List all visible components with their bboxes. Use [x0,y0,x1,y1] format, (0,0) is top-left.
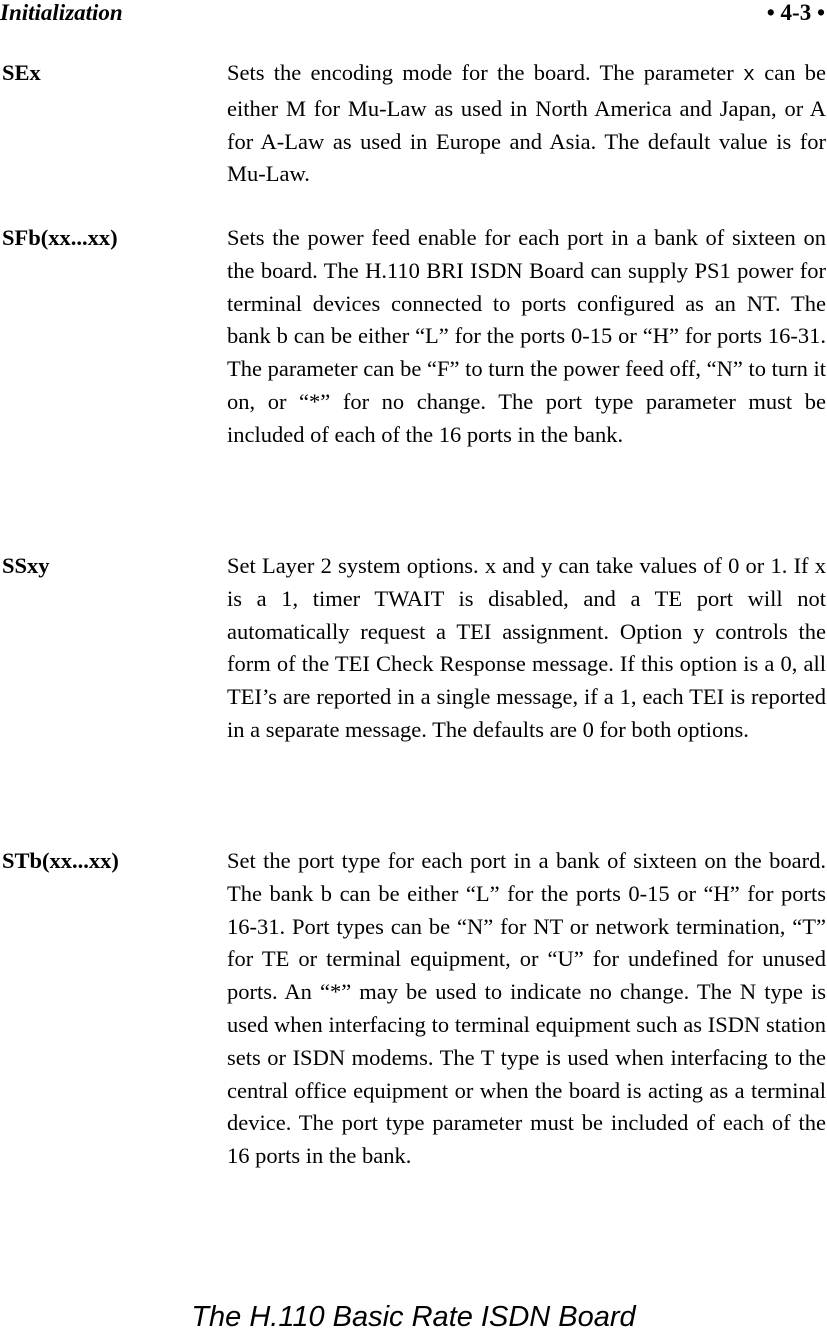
command-term: SEx [2,60,41,85]
page-footer: The H.110 Basic Rate ISDN Board [191,1301,636,1333]
command-term: STb(xx...xx) [2,848,119,873]
command-description: Set Layer 2 system options. x and y can take values of 0 or 1. If x is a 1, timer TWAIT is disabled, and a TE port will not automatically request a TEI assignment. Option y controls the form of the TEI Check Response message. If this option is a 0, all TEI’s are reported in a single message, if a 1, each TEI is reported in a separate message. The defaults are 0 for both options. [227,553,826,742]
page-header [0,0,827,28]
command-term: SFb(xx...xx) [2,225,118,250]
command-description: Sets the power feed enable for each port in a bank of sixteen on the board. The H.110 BRI ISDN Board can supply PS1 power for terminal devices connected to ports configured as an NT. The bank b can be either “L” for the ports 0-15 or “H” for ports 16-31. The parameter can be “F” to turn the power feed off, “N” to turn it on, or “*” for no change. The port type parameter must be included of each of the 16 ports in the bank. [227,225,826,447]
command-term: SSxy [2,553,50,578]
command-description: Set the port type for each port in a bank of sixteen on the board. The bank b can be either “L” for the ports 0-15 or “H” for ports 16-31. Port types can be “N” for NT or network termination, “T” for TE or terminal equipment, or “U” for undefined for unused ports. An “*” may be used to indicate no change. The N type is used when interfacing to terminal equipment such as ISDN station sets or ISDN modems. The T type is used when interfacing to the central office equipment or when the board is acting as a terminal device. The port type parameter must be included of each of the 16 ports in the bank. [227,848,826,1169]
description-rest: can be either M for Mu-Law as used in North America and Japan, or A for A-Law as used in Europe and Asia. The default value is for Mu-Law. [227,60,826,187]
page-number: • 4-3 • [766,0,825,25]
command-description [227,57,826,191]
parameter-code: x [742,64,755,87]
description-lead: Sets the encoding mode for the board. The parameter [227,60,743,85]
section-title: Initialization [0,0,123,25]
